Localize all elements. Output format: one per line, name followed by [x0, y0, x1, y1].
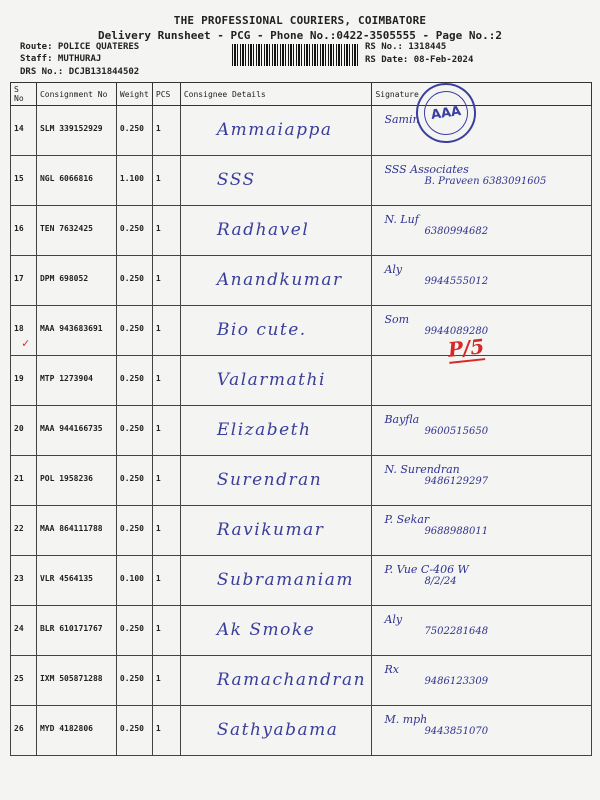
weight-cell: 0.250 — [116, 456, 152, 506]
consignment-cell: MAA 944166735 — [36, 406, 116, 456]
consignee-cell — [180, 356, 372, 406]
pcs-cell: 1 — [152, 156, 180, 206]
table-row — [11, 456, 592, 506]
signature-line: SSS Associates — [384, 163, 469, 176]
consignment-cell: DPM 698052 — [36, 256, 116, 306]
sno-cell: 26 — [11, 706, 37, 756]
pcs-cell: 1 — [152, 706, 180, 756]
signature-cell — [372, 556, 592, 606]
pcs-cell: 1 — [152, 656, 180, 706]
signature-cell — [372, 706, 592, 756]
signature-phone: B. Praveen 6383091605 — [424, 176, 547, 187]
pcs-cell: 1 — [152, 106, 180, 156]
pcs-cell: 1 — [152, 306, 180, 356]
document-title: THE PROFESSIONAL COURIERS, COIMBATORE — [173, 14, 427, 27]
consignee-cell — [180, 206, 372, 256]
table-row — [11, 506, 592, 556]
runsheet-table — [10, 82, 592, 756]
weight-cell: 0.100 — [116, 556, 152, 606]
sno-cell: 15 — [11, 156, 37, 206]
sno-cell: 22 — [11, 506, 37, 556]
consignment-cell: BLR 610171767 — [36, 606, 116, 656]
weight-cell: 1.100 — [116, 156, 152, 206]
signature-cell — [372, 206, 592, 256]
table-row — [11, 606, 592, 656]
route-label: Route: POLICE QUATERES — [20, 42, 140, 52]
signature-cell — [372, 406, 592, 456]
weight-cell: 0.250 — [116, 356, 152, 406]
table-row — [11, 356, 592, 406]
consignee-cell — [180, 256, 372, 306]
consignee-cell — [180, 556, 372, 606]
weight-cell: 0.250 — [116, 106, 152, 156]
handwritten-consignee: Radhavel — [216, 220, 310, 240]
column-header: Weight — [116, 83, 152, 106]
consignment-cell: SLM 339152929 — [36, 106, 116, 156]
signature-line: P. Vue C-406 W — [384, 563, 469, 576]
consignee-cell — [180, 406, 372, 456]
handwritten-signature — [384, 714, 488, 738]
consignee-cell — [180, 506, 372, 556]
signature-cell — [372, 256, 592, 306]
weight-cell: 0.250 — [116, 706, 152, 756]
handwritten-consignee: Anandkumar — [216, 270, 343, 290]
signature-phone: 9486123309 — [424, 676, 489, 687]
pcs-cell: 1 — [152, 206, 180, 256]
column-header: PCS — [152, 83, 180, 106]
handwritten-consignee: Subramaniam — [216, 570, 354, 590]
consignee-cell — [180, 156, 372, 206]
signature-cell — [372, 656, 592, 706]
pcs-cell: 1 — [152, 606, 180, 656]
table-row — [11, 706, 592, 756]
pcs-cell: 1 — [152, 406, 180, 456]
handwritten-consignee: Ramachandran — [216, 670, 367, 690]
staff-label: Staff: MUTHURAJ — [20, 54, 102, 64]
consignee-cell — [180, 106, 372, 156]
table-row — [11, 206, 592, 256]
handwritten-consignee: Ravikumar — [216, 520, 325, 540]
signature-line: Aly — [384, 613, 403, 626]
consignment-cell: MAA 943683691 — [36, 306, 116, 356]
column-header: Consignment No — [36, 83, 116, 106]
handwritten-signature — [384, 414, 488, 438]
handwritten-consignee: Valarmathi — [216, 370, 326, 390]
signature-line: N. Luf — [384, 213, 419, 226]
sno-cell: 18 — [11, 306, 37, 356]
weight-cell: 0.250 — [116, 256, 152, 306]
signature-line: Som — [384, 313, 410, 326]
sno-cell: 21 — [11, 456, 37, 506]
pcs-cell: 1 — [152, 456, 180, 506]
table-row — [11, 556, 592, 606]
signature-phone: 9486129297 — [424, 476, 489, 487]
signature-phone: 9443851070 — [424, 726, 489, 737]
handwritten-signature — [384, 264, 488, 288]
handwritten-consignee: Ammaiappa — [216, 120, 333, 140]
signature-phone: 8/2/24 — [424, 576, 457, 587]
signature-line: P. Sekar — [384, 513, 430, 526]
sno-cell: 16 — [11, 206, 37, 256]
consignee-cell — [180, 456, 372, 506]
handwritten-signature — [384, 164, 546, 188]
red-annotation: P/5 — [446, 334, 486, 362]
signature-phone: 9944089280 — [424, 326, 489, 337]
consignment-cell: TEN 7632425 — [36, 206, 116, 256]
handwritten-consignee: SSS — [216, 170, 256, 190]
signature-phone: 7502281648 — [424, 626, 489, 637]
weight-cell: 0.250 — [116, 606, 152, 656]
sno-cell: 17 — [11, 256, 37, 306]
rs-number-label: RS No.: 1318445 — [365, 42, 447, 52]
signature-line: M. mph — [384, 713, 428, 726]
weight-cell: 0.250 — [116, 406, 152, 456]
signature-phone: 9944555012 — [424, 276, 489, 287]
signature-cell — [372, 606, 592, 656]
table-row — [11, 406, 592, 456]
handwritten-consignee: Surendran — [216, 470, 323, 490]
signature-phone: 9600515650 — [424, 426, 489, 437]
consignee-cell — [180, 606, 372, 656]
table-row — [11, 106, 592, 156]
table-row — [11, 256, 592, 306]
pcs-cell: 1 — [152, 356, 180, 406]
pcs-cell: 1 — [152, 556, 180, 606]
consignee-cell — [180, 306, 372, 356]
signature-line: Samin — [384, 113, 420, 126]
pcs-cell: 1 — [152, 506, 180, 556]
signature-cell — [372, 506, 592, 556]
consignment-cell: POL 1958236 — [36, 456, 116, 506]
consignment-cell: IXM 505871288 — [36, 656, 116, 706]
table-row — [11, 306, 592, 356]
handwritten-signature — [384, 514, 488, 538]
column-header: Consignee Details — [180, 83, 372, 106]
signature-cell — [372, 456, 592, 506]
weight-cell: 0.250 — [116, 306, 152, 356]
consignment-cell: MTP 1273904 — [36, 356, 116, 406]
pcs-cell: 1 — [152, 256, 180, 306]
signature-line: Rx — [384, 663, 399, 676]
signature-cell — [372, 106, 592, 156]
sno-cell: 14 — [11, 106, 37, 156]
signature-line: N. Surendran — [384, 463, 460, 476]
signature-cell — [372, 356, 592, 406]
rs-date-label: RS Date: 08-Feb-2024 — [365, 55, 474, 65]
handwritten-signature — [384, 664, 488, 688]
handwritten-signature — [384, 564, 468, 588]
column-header: S No — [11, 83, 37, 106]
consignment-cell: MYD 4182806 — [36, 706, 116, 756]
weight-cell: 0.250 — [116, 506, 152, 556]
consignment-cell: VLR 4564135 — [36, 556, 116, 606]
sno-cell: 25 — [11, 656, 37, 706]
drs-label: DRS No.: DCJB131844502 — [20, 67, 140, 77]
sno-cell: 24 — [11, 606, 37, 656]
consignment-cell: MAA 864111788 — [36, 506, 116, 556]
table-row — [11, 156, 592, 206]
signature-line: Aly — [384, 263, 403, 276]
column-header: Signature — [372, 83, 592, 106]
handwritten-signature — [384, 464, 488, 488]
table-header-row — [11, 83, 592, 106]
weight-cell: 0.250 — [116, 206, 152, 256]
signature-line: Bayfla — [384, 413, 420, 426]
company-stamp: AAA — [412, 79, 480, 147]
weight-cell: 0.250 — [116, 656, 152, 706]
signature-cell — [372, 156, 592, 206]
table-row — [11, 656, 592, 706]
consignment-cell: NGL 6066816 — [36, 156, 116, 206]
document-subtitle: Delivery Runsheet - PCG - Phone No.:0422-3505555 - Page No.:2 — [98, 29, 502, 42]
barcode-image — [232, 44, 360, 66]
handwritten-consignee: Bio cute. — [216, 320, 307, 340]
sno-cell: 19 — [11, 356, 37, 406]
red-check-mark: ✓ — [22, 336, 30, 350]
consignee-cell — [180, 706, 372, 756]
handwritten-signature — [384, 214, 488, 238]
signature-phone: 6380994682 — [424, 226, 489, 237]
signature-phone: 9688988011 — [424, 526, 489, 537]
handwritten-consignee: Sathyabama — [216, 720, 339, 740]
sno-cell: 20 — [11, 406, 37, 456]
sno-cell: 23 — [11, 556, 37, 606]
handwritten-consignee: Elizabeth — [216, 420, 312, 440]
handwritten-consignee: Ak Smoke — [216, 620, 316, 640]
handwritten-signature — [384, 614, 488, 638]
consignee-cell — [180, 656, 372, 706]
